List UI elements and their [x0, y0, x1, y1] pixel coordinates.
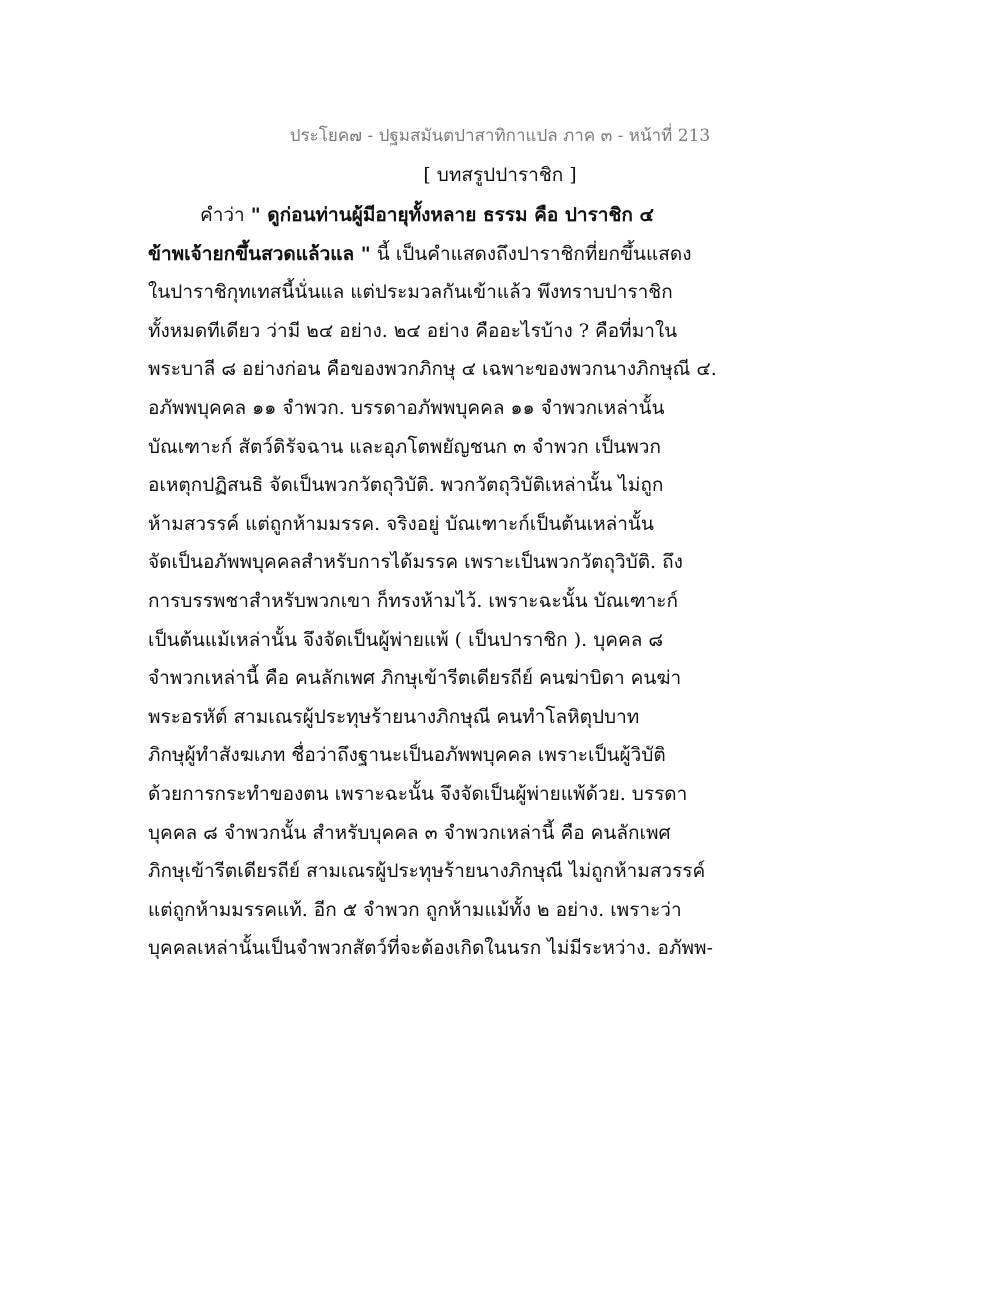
line-2-bold: ข้าพเจ้ายกขึ้นสวดแล้วแล "	[148, 242, 371, 265]
body-text	[148, 196, 868, 968]
text-line-4: ทั้งหมดทีเดียว ว่ามี ๒๔ อย่าง. ๒๔ อย่าง คืออะไรบ้าง ? คือที่มาใน	[148, 319, 678, 342]
running-head: ประโยค๗ - ปฐมสมันตปาสาทิกาแปล ภาค ๓ - หน้าที่ 213	[289, 126, 711, 146]
text-line-6: อภัพพบุคคล ๑๑ จำพวก. บรรดาอภัพพบุคคล ๑๑ จำพวกเหล่านั้น	[148, 396, 665, 419]
text-line-10: จัดเป็นอภัพพบุคคลสำหรับการได้มรรค เพราะเป็นพวกวัตถุวิบัติ. ถึง	[148, 551, 683, 574]
line-1-bold: " ดูก่อนท่านผู้มีอายุทั้งหลาย ธรรม คือ ปาราชิก ๔	[250, 204, 654, 226]
text-line-7: บัณเฑาะก์ สัตว์ดิรัจฉาน และอุภโตพยัญชนก ๓ จำพวก เป็นพวก	[148, 435, 661, 458]
text-line-17: บุคคล ๘ จำพวกนั้น สำหรับบุคคล ๓ จำพวกเหล่านี้ คือ คนลักเพศ	[148, 821, 671, 844]
text-line-14: พระอรหัต์ สามเณรผู้ประทุษร้ายนางภิกษุณี คนทำโลหิตุปบาท	[148, 705, 640, 728]
text-line-18: ภิกษุเข้ารีตเดียรถีย์ สามเณรผู้ประทุษร้ายนางภิกษุณี ไม่ถูกห้ามสวรรค์	[148, 860, 706, 883]
line-1-plain: คำว่า	[200, 204, 251, 226]
text-line-15: ภิกษุผู้ทำสังฆเภท ชื่อว่าถึงฐานะเป็นอภัพพบุคคล เพราะเป็นผู้วิบัติ	[148, 744, 666, 767]
text-line-1	[148, 196, 868, 235]
line-2-plain: นี้ เป็นคำแสดงถึงปาราชิกที่ยกขึ้นแสดง	[370, 242, 692, 265]
text-line-13: จำพวกเหล่านี้ คือ คนลักเพศ ภิกษุเข้ารีตเดียรถีย์ คนฆ่าบิดา คนฆ่า	[148, 667, 682, 690]
text-line-16: ด้วยการกระทำของตน เพราะฉะนั้น จึงจัดเป็นผู้พ่ายแพ้ด้วย. บรรดา	[148, 782, 688, 805]
text-line-3: ในปาราชิกุทเทสนี้นั่นแล แต่ประมวลกันเข้าแล้ว พึงทราบปาราชิก	[148, 281, 673, 304]
text-line-20: บุคคลเหล่านั้นเป็นจำพวกสัตว์ที่จะต้องเกิดในนรก ไม่มีระหว่าง. อภัพพ-	[148, 937, 713, 960]
text-line-19: แต่ถูกห้ามมรรคแท้. อีก ๕ จำพวก ถูกห้ามแม้ทั้ง ๒ อย่าง. เพราะว่า	[148, 898, 682, 921]
section-title: [ บทสรูปปาราชิก ]	[423, 164, 577, 186]
text-line-5: พระบาลี ๘ อย่างก่อน คือของพวกภิกษุ ๔ เฉพาะของพวกนางภิกษุณี ๔.	[148, 358, 717, 381]
text-line-9: ห้ามสวรรค์ แต่ถูกห้ามมรรค. จริงอยู่ บัณเฑาะก์เป็นต้นเหล่านั้น	[148, 512, 654, 535]
text-line-2	[148, 235, 868, 274]
text-line-8: อเหตุกปฏิสนธิ จัดเป็นพวกวัตถุวิบัติ. พวกวัตถุวิบัติเหล่านั้น ไม่ถูก	[148, 474, 664, 497]
text-line-11: การบรรพชาสำหรับพวกเขา ก็ทรงห้ามไว้. เพราะฉะนั้น บัณเฑาะก์	[148, 589, 679, 612]
text-line-12: เป็นต้นแม้เหล่านั้น จึงจัดเป็นผู้พ่ายแพ้ ( เป็นปาราชิก ). บุคคล ๘	[148, 628, 664, 651]
